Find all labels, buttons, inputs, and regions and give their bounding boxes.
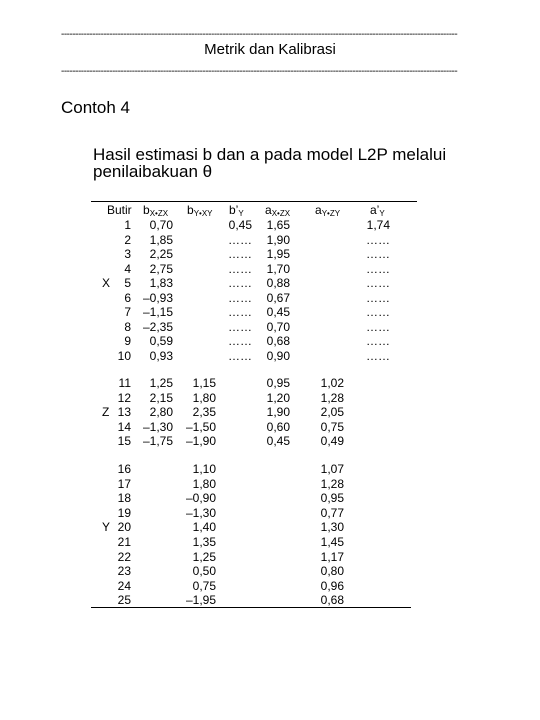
column-header-subscript: Y•XY — [193, 209, 213, 218]
item-number: 13 — [117, 405, 131, 420]
table-cell: 1,10 — [192, 462, 216, 476]
table-cell: 0,93 — [149, 348, 173, 363]
table-cell: …… — [366, 247, 390, 262]
table-cell: 1,80 — [192, 390, 216, 405]
table-cell: 1,70 — [266, 261, 290, 276]
item-number: 19 — [117, 505, 131, 520]
group-label: Z — [102, 405, 110, 420]
table-cell: 1,30 — [320, 520, 344, 535]
example-heading: Contoh 4 — [61, 98, 130, 117]
table-cell: –1,90 — [185, 434, 216, 449]
table-cell: 0,90 — [266, 348, 290, 363]
column-header-label: b — [187, 203, 194, 217]
table-cell: 0,80 — [320, 564, 344, 579]
table-cell: 2,05 — [320, 405, 344, 420]
table-cell: …… — [228, 276, 252, 291]
page-header-title: Metrik dan Kalibrasi — [204, 41, 336, 58]
table-cell: …… — [366, 276, 390, 291]
table-cell: …… — [366, 334, 390, 349]
header-rule-bottom: -------------------------------------------------------------------------------------------------------------------------------------------- — [61, 67, 458, 77]
table-cell: 0,70 — [149, 218, 173, 232]
table-cell: 1,28 — [320, 390, 344, 405]
table-cell: 2,15 — [149, 390, 173, 405]
item-number: 1 — [124, 218, 131, 232]
table-cell: 0,45 — [266, 305, 290, 320]
item-number: 2 — [124, 232, 131, 247]
table-cell: 0,68 — [320, 593, 344, 608]
table-cell: 1,90 — [266, 405, 290, 420]
column-header-subscript: Y — [379, 209, 385, 218]
table-cell: 0,95 — [266, 376, 290, 390]
table-cell: –0,93 — [142, 290, 173, 305]
table-caption: Hasil estimasi b dan a pada model L2P melalui penilaibakuan θ — [93, 145, 447, 181]
table-cell: …… — [366, 261, 390, 276]
table-cell: …… — [228, 290, 252, 305]
item-number: 25 — [117, 593, 131, 608]
item-number: 10 — [117, 348, 131, 363]
table-cell: 1,25 — [192, 549, 216, 564]
column-header — [187, 204, 213, 220]
table-cell: 0,67 — [266, 290, 290, 305]
item-number: 22 — [117, 549, 131, 564]
table-bottom-rule — [91, 607, 411, 608]
column-header-label: a’ — [370, 203, 380, 217]
table-cell: 2,25 — [149, 247, 173, 262]
table-cell: –1,95 — [185, 593, 216, 608]
item-number: 5 — [124, 276, 131, 291]
item-number: 3 — [124, 247, 131, 262]
column-header-subscript: Y — [238, 209, 244, 218]
table-cell: 2,80 — [149, 405, 173, 420]
column-header-label: a — [315, 203, 322, 217]
table-cell: 0,75 — [320, 419, 344, 434]
table-cell: …… — [228, 261, 252, 276]
table-cell: …… — [228, 232, 252, 247]
table-cell: 0,75 — [192, 578, 216, 593]
column-header — [315, 204, 340, 220]
table-cell: 0,49 — [320, 434, 344, 449]
header-rule-top: -------------------------------------------------------------------------------------------------------------------------------------------- — [61, 30, 458, 40]
table-cell: 0,68 — [266, 334, 290, 349]
table-cell: …… — [366, 232, 390, 247]
column-header-subscript: Y•ZY — [321, 209, 341, 218]
table-cell: 1,28 — [320, 476, 344, 491]
table-cell: 2,35 — [192, 405, 216, 420]
column-header-label: b — [143, 203, 150, 217]
table-cell: 0,95 — [320, 491, 344, 506]
item-number: 23 — [117, 564, 131, 579]
table-cell: 0,88 — [266, 276, 290, 291]
table-cell: 0,70 — [266, 319, 290, 334]
column-header-subscript: X•ZX — [149, 209, 169, 218]
table-cell: …… — [228, 305, 252, 320]
column-header-subscript: X•ZX — [271, 209, 291, 218]
table-cell: 0,77 — [320, 505, 344, 520]
table-cell: …… — [366, 305, 390, 320]
table-cell: …… — [228, 334, 252, 349]
table-cell: …… — [228, 247, 252, 262]
column-header-label: Butir — [107, 203, 132, 217]
column-header — [107, 204, 132, 217]
item-number: 12 — [117, 390, 131, 405]
item-number: 24 — [117, 578, 131, 593]
item-number: 9 — [124, 334, 131, 349]
table-cell: 1,80 — [192, 476, 216, 491]
table-cell: –1,30 — [142, 419, 173, 434]
item-number: 15 — [117, 434, 131, 449]
table-cell: …… — [366, 348, 390, 363]
table-cell: 1,74 — [366, 218, 390, 232]
table-cell: 1,15 — [192, 376, 216, 390]
item-number: 21 — [117, 535, 131, 549]
table-cell: 0,45 — [228, 218, 252, 232]
table-cell: …… — [366, 290, 390, 305]
table-cell: –1,30 — [185, 505, 216, 520]
table-cell: 1,65 — [266, 218, 290, 232]
column-header-label: b’ — [229, 203, 239, 217]
table-cell: –2,35 — [142, 319, 173, 334]
table-cell: –1,75 — [142, 434, 173, 449]
item-number: 4 — [124, 261, 131, 276]
table-cell: 1,83 — [149, 276, 173, 291]
group-label: Y — [102, 520, 111, 535]
table-cell: 1,20 — [266, 390, 290, 405]
table-cell: 2,75 — [149, 261, 173, 276]
table-cell: 1,02 — [320, 376, 344, 390]
item-number: 8 — [124, 319, 131, 334]
item-number: 11 — [118, 376, 131, 390]
table-cell: 1,35 — [192, 535, 216, 549]
table-cell: …… — [228, 348, 252, 363]
group-label: X — [102, 276, 111, 291]
item-number: 17 — [117, 476, 131, 491]
table-cell: …… — [228, 319, 252, 334]
item-number: 14 — [117, 419, 131, 434]
table-cell: …… — [366, 319, 390, 334]
table-cell: –1,50 — [185, 419, 216, 434]
table-cell: 1,07 — [320, 462, 344, 476]
table-cell: 0,45 — [266, 434, 290, 449]
table-cell: 0,60 — [266, 419, 290, 434]
table-cell: 1,95 — [266, 247, 290, 262]
table-cell: 0,50 — [192, 564, 216, 579]
table-cell: 1,17 — [320, 549, 344, 564]
item-number: 16 — [117, 462, 131, 476]
item-number: 20 — [117, 520, 131, 535]
table-top-rule — [91, 201, 417, 202]
table-cell: 1,90 — [266, 232, 290, 247]
column-header-label: a — [265, 203, 272, 217]
table-cell: 0,59 — [149, 334, 173, 349]
item-number: 7 — [124, 305, 131, 320]
item-number: 6 — [124, 290, 131, 305]
table-cell: 0,96 — [320, 578, 344, 593]
item-number: 18 — [117, 491, 131, 506]
table-cell: 1,45 — [320, 535, 344, 549]
table-cell: –0,90 — [185, 491, 216, 506]
table-cell: 1,25 — [149, 376, 173, 390]
table-cell: 1,40 — [192, 520, 216, 535]
table-cell: –1,15 — [142, 305, 173, 320]
table-cell: 1,85 — [149, 232, 173, 247]
